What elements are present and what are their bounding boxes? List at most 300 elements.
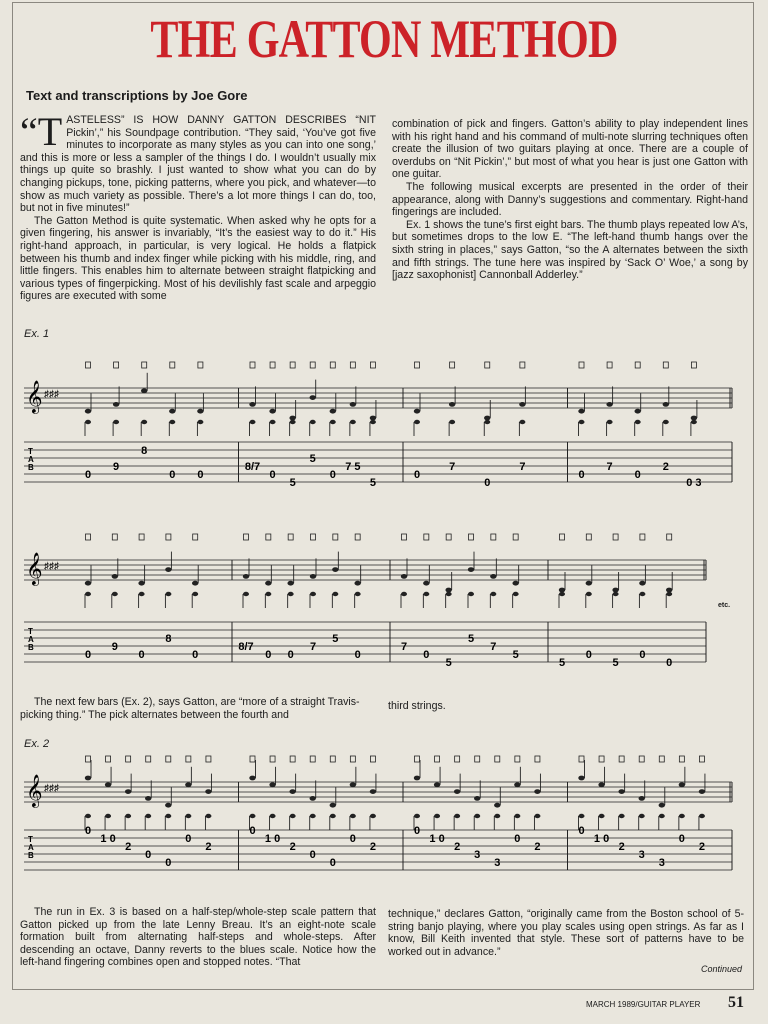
notehead [598,782,604,787]
tab-fret-number: 5 [369,477,376,489]
tab-fret-number: 0 [578,469,585,481]
notehead [141,388,147,393]
fingering-mark [170,362,175,368]
tab-fret-number: 0 [666,657,673,669]
bass-notehead [370,420,376,424]
notehead [699,789,705,794]
tab-fret-number: 3 [658,857,665,869]
notehead [350,402,356,407]
fingering-mark [535,756,540,762]
notation-system-2 [20,518,710,684]
tab-fret-number: 5 [612,657,619,669]
notehead [679,782,685,787]
ex2-intro-text: The next few bars (Ex. 2), says Gatton, are “more of a straight Travis-picking thing.” The pick alternates between the fourth and [20,696,360,721]
bass-notehead [332,592,338,596]
tab-fret-number: 5 [289,477,296,489]
notehead [401,574,407,579]
tab-fret-number: 0 [423,649,430,661]
tab-fret-number: 7 [449,461,456,473]
bass-notehead [599,814,605,818]
fingering-mark [166,756,171,762]
notehead [289,789,295,794]
bass-notehead [663,420,669,424]
tab-fret-number: 0 [287,649,294,661]
fingering-mark [659,756,664,762]
tab-fret-number: 8 [165,633,172,645]
ex1-label: Ex. 1 [24,328,50,340]
notehead [185,782,191,787]
tab-fret-number: 2 [534,841,541,853]
notehead [205,789,211,794]
bass-notehead [490,592,496,596]
fingering-mark [691,362,696,368]
fingering-mark [663,362,668,368]
tab-fret-number: 0 [678,833,685,845]
tab-fret-number: 0 [413,825,421,837]
bass-notehead [519,420,525,424]
fingering-mark [424,534,429,540]
tab-fret-number: 0 [265,649,272,661]
fingering-mark [244,534,249,540]
notehead [85,776,91,781]
notehead [85,581,91,586]
tab-fret-number: 0 [84,649,92,661]
notehead [289,416,295,421]
article-title: THE GATTON METHOD [150,9,618,69]
bass-notehead [434,814,440,818]
ex3-paragraph: The run in Ex. 3 is based on a half-step/whole-step scale pattern that Gatton picked up from the late Lenny Breau. It’s an eight-note scale formation built from alternating half-steps and whole-steps. After descending an octave, Danny reverts to the blues scale. Notice how the left-hand fingering combines open and stopped notes. “That [20,906,376,969]
fingering-mark [126,756,131,762]
ex2-label: Ex. 2 [24,738,50,750]
notehead [691,416,697,421]
tab-letter: B [28,851,34,860]
tab-fret-number: 0 [354,649,361,661]
fingering-mark [290,756,295,762]
fingering-mark [330,362,335,368]
tab-letter: T [28,835,33,844]
fingering-mark [515,756,520,762]
fingering-mark [86,362,91,368]
fingering-mark [639,756,644,762]
notehead [138,581,144,586]
footer-issue: MARCH 1989/GUITAR PLAYER [586,1000,701,1009]
fingering-mark [193,534,198,540]
treble-clef: 𝄞 [26,381,43,412]
fingering-mark [579,362,584,368]
bass-notehead [691,420,697,424]
bass-notehead [250,420,256,424]
fingering-mark [106,756,111,762]
notehead [330,803,336,808]
fingering-mark [330,756,335,762]
fingering-mark [402,534,407,540]
notehead [578,776,584,781]
tab-fret-number: 0 [309,849,316,861]
bass-notehead [446,592,452,596]
bass-notehead [288,592,294,596]
notehead [445,588,451,593]
tab-fret-number: 7 [606,461,613,473]
notehead [559,588,565,593]
notehead [490,574,496,579]
tab-fret-number: 5 [309,453,316,465]
bottom-right-column [388,908,744,958]
bass-notehead [559,592,565,596]
tab-fret-number: 0 [145,849,152,861]
page-number: 51 [728,994,744,1011]
notehead [423,581,429,586]
tab-letter: A [28,843,34,852]
bass-notehead [165,592,171,596]
fingering-mark [435,756,440,762]
fingering-mark [311,534,316,540]
notehead [468,567,474,572]
notehead [635,409,641,414]
fingering-mark [613,534,618,540]
bass-notehead [534,814,540,818]
right-paragraph-3: Ex. 1 shows the tune’s first eight bars. The thumb plays repeated low A’s, but sometimes drops to the low E. “The left-hand thumb hangs over the sixth string in places,” says Gatton, “so the A alternates between the sixth and fifth strings. The tune here was inspired by ‘Sack O’ Woe,’ a song by [jazz saxophonist] Cannonball Adderley.” [392,218,748,282]
tab-fret-number: 3 [474,849,481,861]
notehead [269,782,275,787]
notehead [197,409,203,414]
fingering-mark [560,534,565,540]
notehead [332,567,338,572]
tab-fret-number: 0 [84,469,92,481]
fingering-mark [455,756,460,762]
notehead [449,402,455,407]
key-signature: ♯♯♯ [44,561,59,572]
tab-fret-number: 0 [84,825,92,837]
notehead [639,581,645,586]
notehead [666,588,672,593]
tab-fret-number: 5 [558,657,566,669]
fingering-mark [288,534,293,540]
notation-system-3 [20,740,736,892]
notehead [534,789,540,794]
tab-fret-number: 3 [638,849,645,861]
tab-fret-number: 2 [618,841,625,853]
fingering-mark [446,534,451,540]
notehead [659,803,665,808]
tab-fret-number: 7 [309,641,317,653]
tab-fret-number: 5 [467,633,475,645]
tab-fret-number: 2 [289,841,296,853]
tab-letter: A [28,635,34,644]
tab-letter: B [28,463,34,472]
tab-fret-number: 1 0 [429,833,445,845]
notehead [112,574,118,579]
tab-fret-number: 0 [165,857,172,869]
fingering-mark [370,362,375,368]
bass-notehead [330,420,336,424]
fingering-mark [635,362,640,368]
tab-fret-number: 1 0 [264,833,281,845]
fingering-mark [310,756,315,762]
fingering-mark [333,534,338,540]
bass-notehead [270,814,276,818]
tab-fret-number: 8 [141,445,148,457]
left-column [20,109,376,303]
notehead [414,409,420,414]
bass-notehead [579,814,585,818]
tab-fret-number: 0 [169,469,176,481]
tab-letter: T [28,627,33,636]
bass-notehead [401,592,407,596]
notehead [169,409,175,414]
bass-notehead [370,814,376,818]
fingering-mark [513,534,518,540]
bass-notehead [330,814,336,818]
tab-fret-number: 0 [634,469,641,481]
notehead [330,409,336,414]
right-column [392,118,748,282]
fingering-mark [86,534,91,540]
notehead [85,409,91,414]
fingering-mark [415,756,420,762]
bass-notehead [310,814,316,818]
tab-fret-number: 1 0 [100,833,116,845]
tab-fret-number: 0 [349,833,356,845]
tab-fret-number: 2 [698,841,705,853]
notehead [165,567,171,572]
bass-notehead [290,420,296,424]
right-paragraph-1: combination of pick and fingers. Gatton’s ability to play independent lines with his right hand and his command of multi-note slurring techniques often create the illusion of two guitars playing at once. There are a couple of overdubs on “Nit Pickin’,” but most of what you hear is just one Gatton with one guitar. [392,118,748,181]
notehead [192,581,198,586]
bass-notehead [125,814,131,818]
bass-notehead [666,592,672,596]
fingering-mark [86,756,91,762]
fingering-mark [350,756,355,762]
fingering-mark [146,756,151,762]
etc-label: etc. [718,602,731,609]
notehead [639,796,645,801]
tab-fret-number: 2 [454,841,461,853]
bass-notehead [310,420,316,424]
notehead [165,803,171,808]
fingering-mark [491,534,496,540]
bass-notehead [185,814,191,818]
tab-fret-number: 2 [125,841,132,853]
key-signature: ♯♯♯ [44,783,59,794]
bass-notehead [350,420,356,424]
bass-notehead [243,592,249,596]
fingering-mark [290,362,295,368]
notehead [125,789,131,794]
tab-fret-number: 2 [369,841,376,853]
bass-notehead [141,420,147,424]
tab-fret-number: 0 [329,857,336,869]
tab-fret-number: 0 [413,469,421,481]
tab-fret-number: 0 [585,649,592,661]
bass-notehead [169,420,175,424]
fingering-mark [495,756,500,762]
tab-fret-number: 9 [111,641,118,653]
bottom-left-column [20,906,376,969]
bass-notehead [105,814,111,818]
bass-notehead [265,592,271,596]
tab-fret-number: 0 [329,469,336,481]
notation-system-1 [20,346,736,504]
notehead [512,581,518,586]
tab-letter: B [28,643,34,652]
bass-notehead [290,814,296,818]
bass-notehead [639,814,645,818]
notehead [618,789,624,794]
tab-fret-number: 2 [662,461,669,473]
notehead [105,782,111,787]
bass-notehead [579,420,585,424]
fingering-mark [270,756,275,762]
tab-fret-number: 9 [113,461,120,473]
notehead [612,588,618,593]
fingering-mark [599,756,604,762]
fingering-mark [579,756,584,762]
bass-notehead [639,592,645,596]
fingering-mark [250,362,255,368]
notehead [514,782,520,787]
bass-notehead [192,592,198,596]
fingering-mark [198,362,203,368]
bass-notehead [454,814,460,818]
bass-notehead [484,420,490,424]
tab-fret-number: 7 [400,641,408,653]
bass-notehead [679,814,685,818]
tab-letter: T [28,447,33,456]
bass-notehead [414,420,420,424]
fingering-mark [186,756,191,762]
notehead [494,803,500,808]
bass-notehead [85,592,91,596]
fingering-mark [415,362,420,368]
bass-notehead [112,592,118,596]
bass-notehead [423,592,429,596]
notehead [265,581,271,586]
bass-notehead [113,420,119,424]
bass-notehead [514,814,520,818]
bass-notehead [350,814,356,818]
notehead [310,796,316,801]
tab-fret-number: 0 [192,649,199,661]
fingering-mark [350,362,355,368]
tab-fret-number: 0 [578,825,585,837]
fingering-mark [206,756,211,762]
bass-notehead [468,592,474,596]
bass-notehead [586,592,592,596]
bass-notehead [494,814,500,818]
key-signature: ♯♯♯ [44,389,59,400]
notehead [454,789,460,794]
notehead [578,409,584,414]
tab-fret-number: 8/7 [238,641,254,653]
bass-notehead [197,420,203,424]
notehead [370,789,376,794]
bass-notehead [607,420,613,424]
notehead [249,776,255,781]
notehead [434,782,440,787]
bass-notehead [250,814,256,818]
notehead [287,581,293,586]
treble-clef: 𝄞 [26,553,43,584]
notehead [249,402,255,407]
bass-notehead [205,814,211,818]
fingering-mark [370,756,375,762]
tab-letter: A [28,455,34,464]
bass-notehead [310,592,316,596]
fingering-mark [270,362,275,368]
tab-fret-number: 0 [249,825,256,837]
notehead [586,581,592,586]
right-paragraph-2: The following musical excerpts are presented in the order of their appearance, along with Danny’s suggestions and commentary. Right-hand fingerings are included. [392,180,748,219]
notehead [354,581,360,586]
fingering-mark [699,756,704,762]
notehead [519,402,525,407]
dropcap: “T [20,109,63,154]
tab-fret-number: 0 [269,469,276,481]
bass-notehead [619,814,625,818]
continued-label: Continued [700,964,742,974]
fingering-mark [355,534,360,540]
bass-notehead [513,592,519,596]
fingering-mark [679,756,684,762]
fingering-mark [450,362,455,368]
ex2-intro-continuation: third strings. [388,700,446,712]
tab-fret-number: 0 3 [686,477,702,489]
fingering-mark [469,534,474,540]
bass-notehead [613,592,619,596]
fingering-mark [520,362,525,368]
fingering-mark [250,756,255,762]
fingering-mark [640,534,645,540]
fingering-mark [114,362,119,368]
left-paragraph-2: The Gatton Method is quite systematic. When asked why he opts for a given fingering, his answer is invariably, “It’s the easiest way to do it.” His right-hand approach, in particular, is very logical. He holds a flatpick between his thumb and index finger while picking with his middle, ring, and little fingers. This enables him to alternate between straight flatpicking and various types of fingerpicking. Most of his devilishly fast scale and arpeggio figures are executed with some [20,214,376,303]
tab-fret-number: 1 0 [593,833,610,845]
notehead [606,402,612,407]
left-paragraph-1: “TASTELESS” IS HOW DANNY GATTON DESCRIBES “NIT Pickin’,” his Soundpage contribution. “They said, ‘You’ve got five minutes to incorporate as many styles as you can into one song,’ and this is more or less a sampler of the things I do. I wouldn’t usually mix things up quite so brashly. I just wanted to show what you can do by changing pickups, tone, picking patterns, where you pick, and whatever—to show as much variety as possible. There’s a lot more things I can do, too, but not in five minutes!” [20,109,376,215]
notehead [145,796,151,801]
bass-notehead [699,814,705,818]
fingering-mark [266,534,271,540]
fingering-mark [619,756,624,762]
notehead [474,796,480,801]
tab-fret-number: 0 [185,833,192,845]
bass-notehead [449,420,455,424]
tab-fret-number: 0 [197,469,204,481]
notehead [310,574,316,579]
fingering-mark [112,534,117,540]
bass-notehead [270,420,276,424]
ex3-paragraph-continued: technique,” declares Gatton, “originally came from the Boston school of 5-string banjo playing, where you play scales using open strings. As far as I know, Bill Keith invented that style. These sort of patterns have to be worked out in advance.” [388,908,744,958]
notehead [269,409,275,414]
fingering-mark [166,534,171,540]
fingering-mark [475,756,480,762]
treble-clef: 𝄞 [26,775,43,806]
notehead [350,782,356,787]
bass-notehead [635,420,641,424]
fingering-mark [139,534,144,540]
tab-fret-number: 5 [445,657,452,669]
tab-fret-number: 8/7 [244,461,261,473]
bass-notehead [85,814,91,818]
tab-fret-number: 0 [639,649,646,661]
fingering-mark [667,534,672,540]
tab-fret-number: 7 [519,461,526,473]
bass-notehead [355,592,361,596]
tab-fret-number: 3 [494,857,501,869]
tab-fret-number: 0 [484,477,491,489]
notehead [243,574,249,579]
notehead [310,395,316,400]
tab-fret-number: 0 [514,833,521,845]
